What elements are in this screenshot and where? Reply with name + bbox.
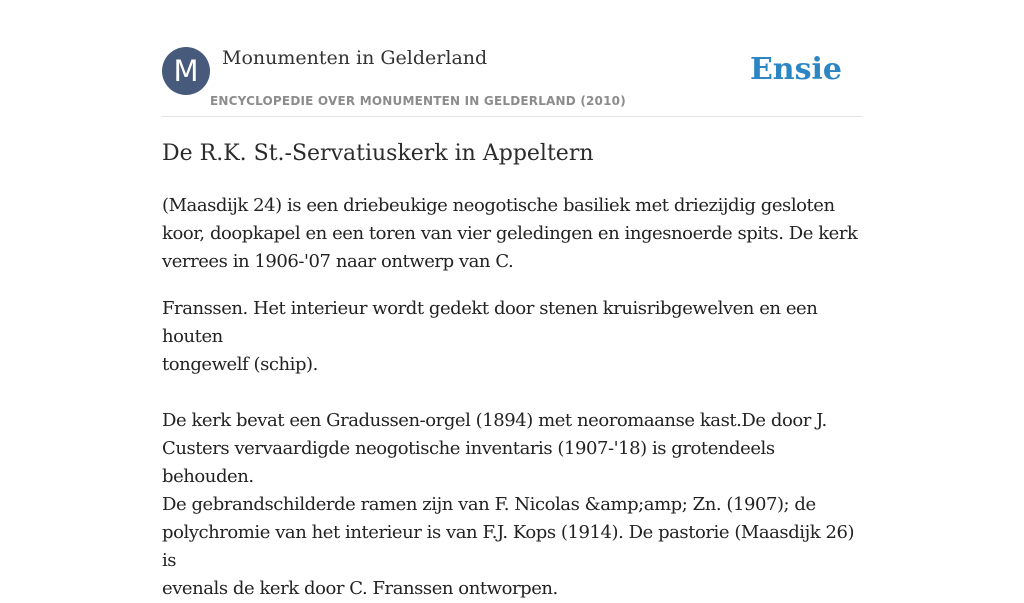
article-paragraph: Franssen. Het interieur wordt gedekt door stenen kruisribgewelven en een houten tongewelf (schip). [162,298,818,375]
source-header [162,46,862,117]
ensie-logo[interactable]: Ensie [749,52,842,87]
article-title: De R.K. St.-Servatiuskerk in Appeltern [162,141,594,166]
source-title-link[interactable]: Monumenten in Gelderland [222,47,488,69]
article [162,138,864,603]
source-subtitle: ENCYCLOPEDIE OVER MONUMENTEN IN GELDERLAND (2010) [210,94,626,108]
article-paragraph: (Maasdijk 24) is een driebeukige neogotische basiliek met driezijdig gesloten koor, doopkapel en een toren van vier geledingen en ingesnoerde spits. De kerk verrees in 1906-'07 naar ontwerp van C. [162,195,858,272]
article-paragraph: De kerk bevat een Gradussen-orgel (1894) met neoromaanse kast.De door J. Custers vervaardigde neogotische inventaris (1907-'18) is grotendeels behouden. De gebrandschilderde ramen zijn van F. Nicolas &amp;amp; Zn. (1907); de polychromie van het interieur is van F.J. Kops (1914). De pastorie (Maasdijk 26) is evenals de kerk door C. Franssen ontworpen. [162,410,855,599]
source-avatar[interactable]: M [162,47,210,95]
